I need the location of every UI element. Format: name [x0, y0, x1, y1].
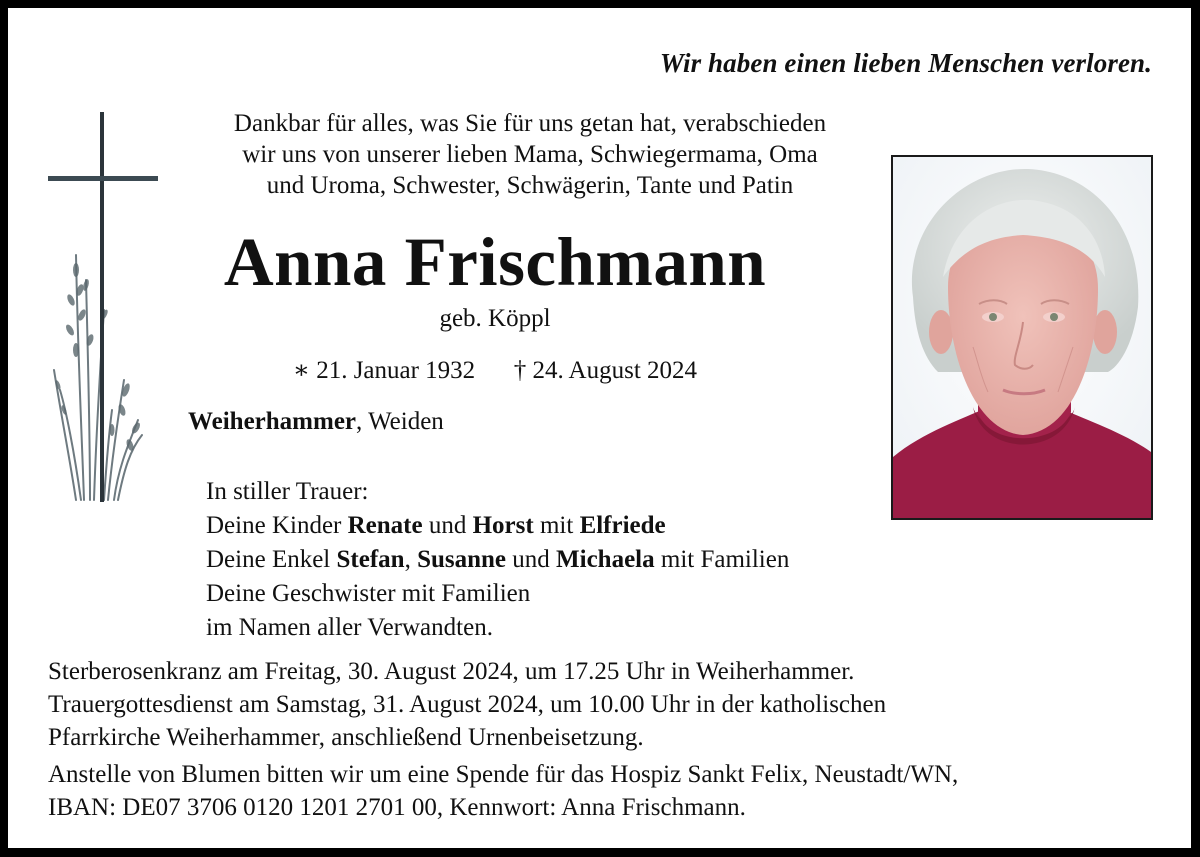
intro-line: wir uns von unserer lieben Mama, Schwiegermama, Oma	[242, 141, 818, 168]
donation-info	[48, 758, 958, 824]
birth-star-icon: ∗	[292, 357, 310, 384]
intro-text	[150, 108, 910, 201]
rosary-notice: Sterberosenkranz am Freitag, 30. August 2024, um 17.25 Uhr in Weiherhammer.	[48, 658, 855, 685]
death-dagger-icon: †	[513, 357, 527, 384]
grandchild-name: Stefan	[336, 546, 405, 573]
residence-town: Weiherhammer	[188, 408, 357, 435]
maiden-name: geb. Köppl	[439, 305, 551, 332]
text: und	[422, 512, 473, 539]
text: Deine Kinder	[206, 512, 348, 539]
mourners-heading: In stiller Trauer:	[206, 478, 369, 505]
residence	[188, 408, 444, 436]
deceased-name: Anna Frischmann	[223, 224, 767, 300]
intro-line: Dankbar für alles, was Sie für uns getan hat, verabschieden	[233, 110, 827, 137]
death-date: 24. August 2024	[532, 357, 698, 384]
headline: Wir haben einen lieben Menschen verloren.	[659, 48, 1152, 78]
child-name: Horst	[472, 512, 534, 539]
text: mit	[533, 512, 580, 539]
grandchild-name: Susanne	[417, 546, 507, 573]
notices	[48, 655, 958, 824]
donation-request: Anstelle von Blumen bitten wir um eine Spende für das Hospiz Sankt Felix, Neustadt/WN,	[48, 761, 959, 788]
donation-iban: IBAN: DE07 3706 0120 1201 2701 00, Kennwort: Anna Frischmann.	[48, 794, 746, 821]
intro-line: und Uroma, Schwester, Schwägerin, Tante und Patin	[266, 172, 794, 199]
funeral-mass-notice: Trauergottesdienst am Samstag, 31. August 2024, um 10.00 Uhr in der katholischen	[48, 691, 887, 718]
portrait-photo	[891, 155, 1153, 520]
birth-date: 21. Januar 1932	[316, 357, 476, 384]
residence-rest: , Weiden	[356, 408, 444, 435]
text: und	[506, 546, 557, 573]
cross-with-grass-icon	[46, 110, 161, 505]
mourners-grandchildren	[206, 543, 789, 577]
text: Deine Enkel	[206, 546, 337, 573]
grandchild-name: Michaela	[556, 546, 655, 573]
funeral-mass-notice-cont: Pfarrkirche Weiherhammer, anschließend Urnenbeisetzung.	[48, 724, 644, 751]
service-info	[48, 655, 958, 754]
mourners-siblings: Deine Geschwister mit Familien	[206, 580, 531, 607]
text: mit Familien	[654, 546, 790, 573]
mourners-list	[206, 475, 789, 645]
text: ,	[404, 546, 418, 573]
child-spouse-name: Elfriede	[579, 512, 666, 539]
child-name: Renate	[347, 512, 423, 539]
mourners-relatives: im Namen aller Verwandten.	[206, 614, 493, 641]
mourners-children	[206, 509, 789, 543]
life-dates	[150, 355, 840, 385]
